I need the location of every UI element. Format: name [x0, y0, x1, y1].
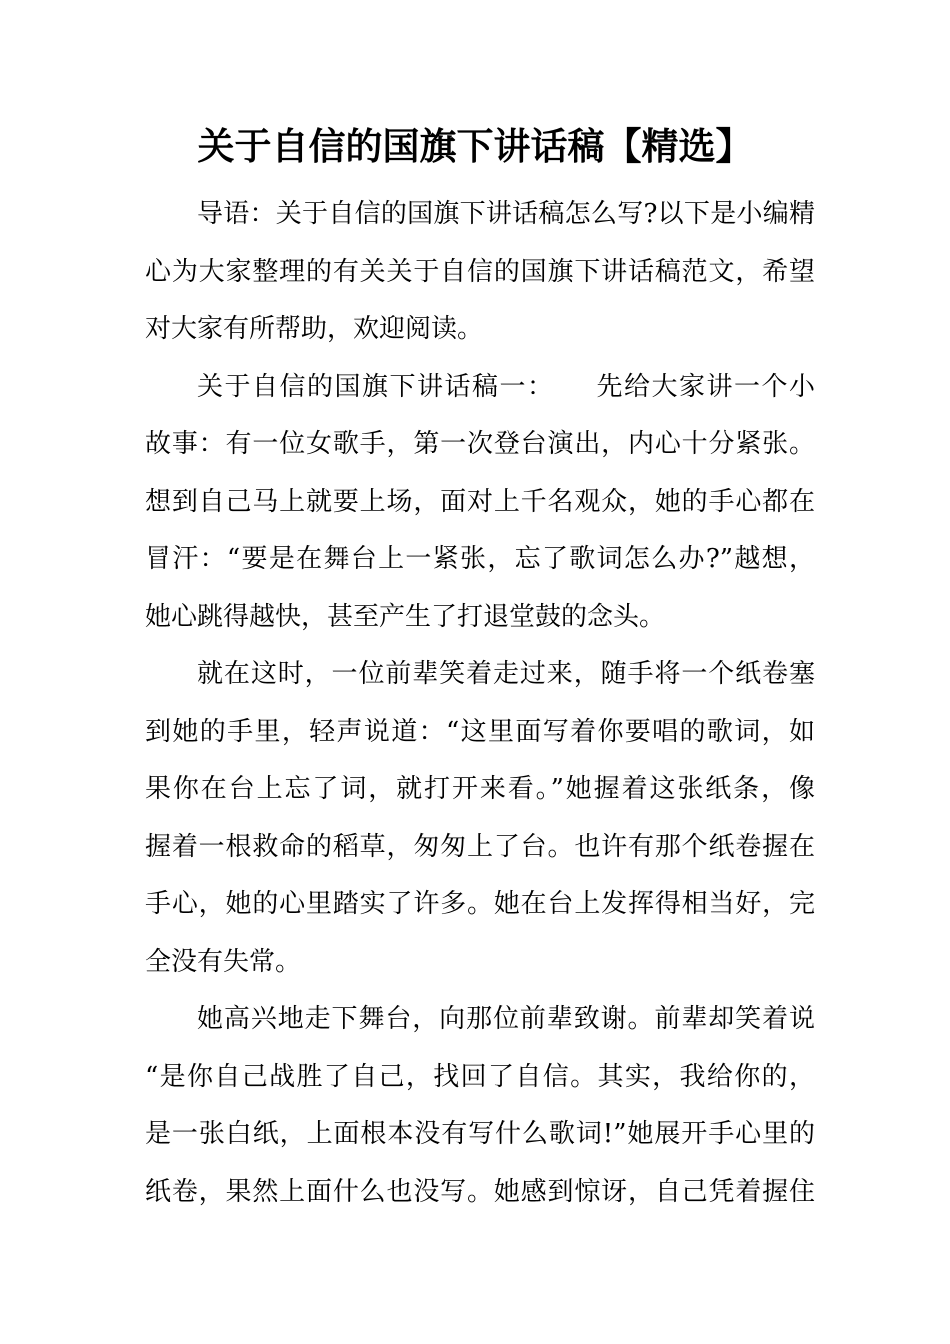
text-line: 心为大家整理的有关关于自信的国旗下讲话稿范文，希望	[145, 256, 815, 287]
text-line: 她高兴地走下舞台，向那位前辈致谢。前辈却笑着说	[197, 1004, 815, 1034]
text-line: 冒汗：“要是在舞台上一紧张，忘了歌词怎么办?”越想，	[145, 544, 815, 574]
text-line: “是你自己战胜了自己，找回了自信。其实，我给你的，	[145, 1061, 815, 1092]
paragraph-revelation	[145, 991, 815, 1221]
text-line: 是一张白纸，上面根本没有写什么歌词!”她展开手心里的	[145, 1119, 815, 1149]
text-line: 对大家有所帮助，欢迎阅读。	[145, 314, 484, 344]
text-line: 她心跳得越快，甚至产生了打退堂鼓的念头。	[145, 601, 666, 632]
text-line: 握着一根救命的稻草，匆匆上了台。也许有那个纸卷握在	[145, 831, 815, 862]
paragraph-story-start	[145, 359, 815, 647]
text-line: 纸卷，果然上面什么也没写。她感到惊讶，自己凭着握住	[145, 1176, 815, 1207]
text-line: 就在这时，一位前辈笑着走过来，随手将一个纸卷塞	[197, 659, 815, 689]
text-line: 到她的手里，轻声说道：“这里面写着你要唱的歌词，如	[145, 716, 815, 747]
text-line: 全没有失常。	[145, 946, 302, 977]
text-line: 手心，她的心里踏实了许多。她在台上发挥得相当好，完	[145, 889, 815, 919]
text-line: 想到自己马上就要上场，面对上千名观众，她的手心都在	[145, 486, 815, 517]
text-line: 故事：有一位女歌手，第一次登台演出，内心十分紧张。	[145, 429, 815, 459]
document-body	[145, 186, 815, 1221]
text-line: 导语：关于自信的国旗下讲话稿怎么写?以下是小编精	[197, 199, 815, 229]
text-line: 关于自信的国旗下讲话稿一： 先给大家讲一个小	[197, 371, 815, 402]
document-title: 关于自信的国旗下讲话稿【精选】	[197, 124, 753, 168]
paragraph-senior-help	[145, 646, 815, 991]
paragraph-intro	[145, 186, 815, 359]
text-line: 果你在台上忘了词，就打开来看。”她握着这张纸条，像	[145, 774, 815, 804]
